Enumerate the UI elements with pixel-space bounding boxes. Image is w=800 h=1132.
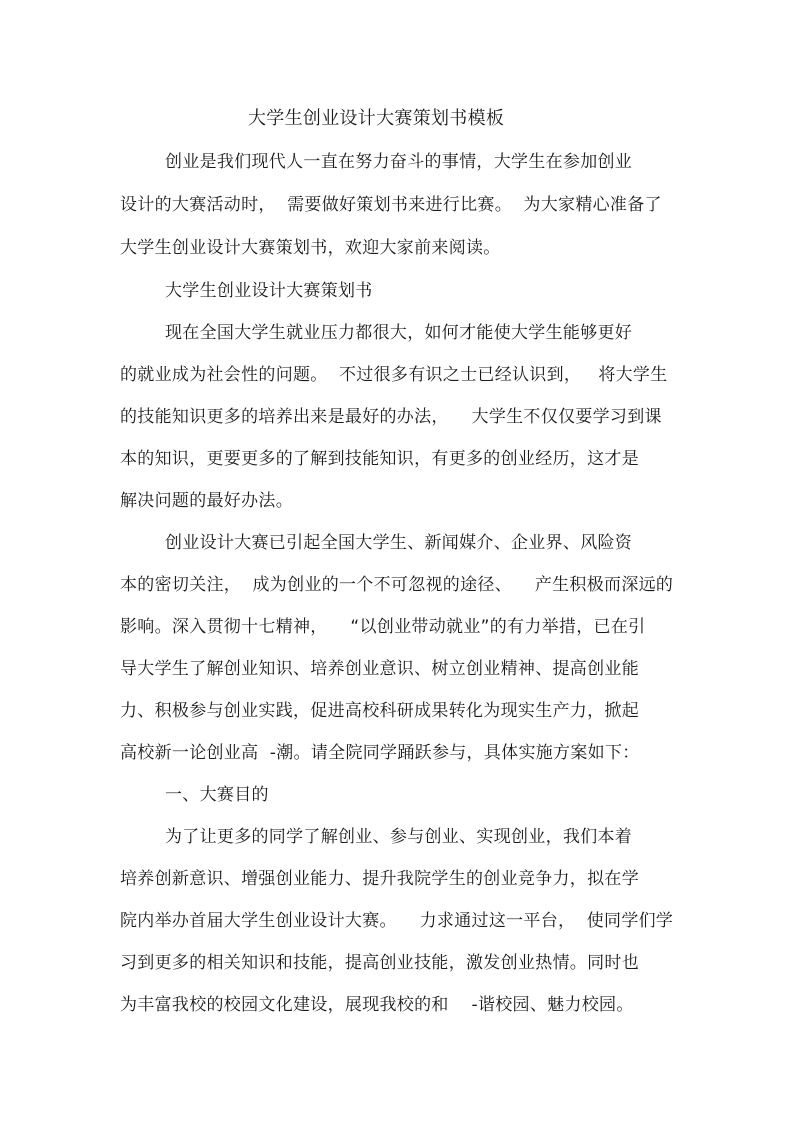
paragraph-line: 本的密切关注， 成为创业的一个不可忽视的途径、 产生积极而深远的 xyxy=(120,575,674,595)
paragraph-line: 的就业成为社会性的问题。 不过很多有识之士已经认识到， 将大学生 xyxy=(120,365,668,385)
paragraph-line: 高校新一论创业高 -潮。请全院同学踊跃参与，具体实施方案如下： xyxy=(120,743,640,763)
section-heading: 大学生创业设计大赛策划书 xyxy=(165,281,373,301)
paragraph-line: 解决问题的最好办法。 xyxy=(120,491,293,511)
paragraph-line: 的技能知识更多的培养出来是最好的办法， 大学生不仅仅要学习到课 xyxy=(120,407,662,427)
paragraph-line: 本的知识，更要更多的了解到技能知识，有更多的创业经历，这才是 xyxy=(120,449,639,469)
paragraph-line: 创业是我们现代人一直在努力奋斗的事情，大学生在参加创业 xyxy=(165,152,633,172)
paragraph-line: 培养创新意识、增强创业能力、提升我院学生的创业竞争力，拟在学 xyxy=(120,869,639,889)
paragraph-line: 为了让更多的同学了解创业、参与创业、实现创业，我们本着 xyxy=(165,827,633,847)
paragraph-line: 现在全国大学生就业压力都很大，如何才能使大学生能够更好 xyxy=(165,323,633,343)
paragraph-line: 导大学生了解创业知识、培养创业意识、树立创业精神、提高创业能 xyxy=(120,659,639,679)
paragraph-line: 力、积极参与创业实践，促进高校科研成果转化为现实生产力，掀起 xyxy=(120,701,639,721)
paragraph-line: 大学生创业设计大赛策划书，欢迎大家前来阅读。 xyxy=(120,238,501,258)
paragraph-line: 设计的大赛活动时， 需要做好策划书来进行比赛。 为大家精心准备了 xyxy=(120,195,662,215)
paragraph-line: 创业设计大赛已引起全国大学生、新闻媒介、企业界、风险资 xyxy=(165,533,633,553)
section-heading: 一、大赛目的 xyxy=(165,785,269,805)
paragraph-line: 为丰富我校的校园文化建设，展现我校的和 -谐校园、魅力校园。 xyxy=(120,995,634,1015)
paragraph-line: 影响。深入贯彻十七精神， “以创业带动就业”的有力举措，已在引 xyxy=(120,617,646,637)
paragraph-line: 习到更多的相关知识和技能，提高创业技能，激发创业热情。同时也 xyxy=(120,953,639,973)
paragraph-line: 院内举办首届大学生创业设计大赛。 力求通过这一平台， 使同学们学 xyxy=(120,911,674,931)
document-title: 大学生创业设计大赛策划书模板 xyxy=(248,108,505,129)
